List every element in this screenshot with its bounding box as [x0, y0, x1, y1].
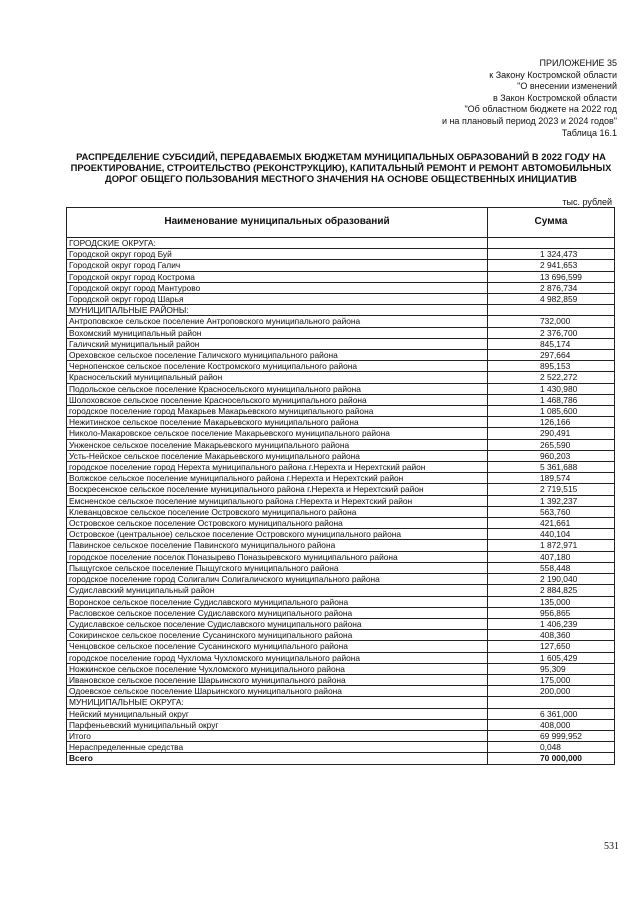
subsidy-amount: 1 085,600	[488, 406, 615, 417]
subsidy-amount: 408,360	[488, 630, 615, 641]
subsidy-amount: 2 376,700	[488, 327, 615, 338]
subsidy-amount: 440,104	[488, 529, 615, 540]
subsidy-amount: 407,180	[488, 551, 615, 562]
subsidy-amount: 175,000	[488, 674, 615, 685]
table-row	[67, 607, 615, 618]
table-row	[67, 462, 615, 473]
municipality-name: Нежитинское сельское поселение Макарьевского муниципального района	[67, 417, 488, 428]
table-row	[67, 708, 615, 719]
subsidy-amount: 1 430,980	[488, 383, 615, 394]
table-row	[67, 652, 615, 663]
subsidy-amount: 135,000	[488, 596, 615, 607]
municipality-name: Ченцовское сельское поселение Сусанинского муниципального района	[67, 641, 488, 652]
section-header-row	[67, 697, 615, 708]
subsidy-amount: 4 982,859	[488, 294, 615, 305]
table-row	[67, 618, 615, 629]
table-row	[67, 271, 615, 282]
table-row	[67, 361, 615, 372]
table-row	[67, 585, 615, 596]
table-row	[67, 450, 615, 461]
appendix-line: ПРИЛОЖЕНИЕ 35	[539, 58, 617, 68]
subsidy-table	[66, 207, 615, 765]
subsidy-amount: 2 876,734	[488, 282, 615, 293]
subsidy-amount: 408,000	[488, 719, 615, 730]
municipality-name: Нейский муниципальный округ	[67, 708, 488, 719]
table-row	[67, 282, 615, 293]
subsidy-amount: 265,590	[488, 439, 615, 450]
subsidy-amount: 895,153	[488, 361, 615, 372]
table-row	[67, 506, 615, 517]
subsidy-amount: 1 872,971	[488, 540, 615, 551]
table-row	[67, 495, 615, 506]
table-row	[67, 294, 615, 305]
table-row	[67, 383, 615, 394]
table-row	[67, 518, 615, 529]
municipality-name: Судиславский муниципальный район	[67, 585, 488, 596]
subsidy-amount: 421,661	[488, 518, 615, 529]
table-row	[67, 439, 615, 450]
municipality-name: Воронское сельское поселение Судиславского муниципального района	[67, 596, 488, 607]
table-row	[67, 641, 615, 652]
municipality-name: Расловское сельское поселение Судиславского муниципального района	[67, 607, 488, 618]
table-row	[67, 663, 615, 674]
municipality-name: Клеванцовское сельское поселение Островского муниципального района	[67, 506, 488, 517]
table-row	[67, 417, 615, 428]
page-number: 531	[604, 841, 619, 852]
subsidy-amount: 1 468,786	[488, 394, 615, 405]
subsidy-amount: 126,166	[488, 417, 615, 428]
subsidy-amount: 70 000,000	[488, 753, 615, 764]
table-row	[67, 484, 615, 495]
subsidy-amount: 95,309	[488, 663, 615, 674]
table-body	[67, 238, 615, 765]
municipality-name: Ивановское сельское поселение Шарьинского муниципального района	[67, 674, 488, 685]
table-row	[67, 596, 615, 607]
municipality-name: Унженское сельское поселение Макарьевского муниципального района	[67, 439, 488, 450]
municipality-name: Парфеньевский муниципальный округ	[67, 719, 488, 730]
subsidy-amount: 845,174	[488, 338, 615, 349]
municipality-name: Сокиринское сельское поселение Сусанинского муниципального района	[67, 630, 488, 641]
subsidy-amount: 1 324,473	[488, 249, 615, 260]
municipality-name: Городской округ город Кострома	[67, 271, 488, 282]
table-row	[67, 406, 615, 417]
municipality-name: МУНИЦИПАЛЬНЫЕ ОКРУГА:	[67, 697, 488, 708]
municipality-name: Городской округ город Шарья	[67, 294, 488, 305]
table-row	[67, 630, 615, 641]
subsidy-amount: 563,760	[488, 506, 615, 517]
municipality-name: Воскресенское сельское поселение муниципального района г.Нерехта и Нерехтский район	[67, 484, 488, 495]
appendix-header	[442, 58, 617, 139]
subsidy-amount: 558,448	[488, 562, 615, 573]
municipality-name: Антроповское сельское поселение Антроповского муниципального района	[67, 316, 488, 327]
subsidy-amount: 2 884,825	[488, 585, 615, 596]
document-title: РАСПРЕДЕЛЕНИЕ СУБСИДИЙ, ПЕРЕДАВАЕМЫХ БЮДЖЕТАМ МУНИЦИПАЛЬНЫХ ОБРАЗОВАНИЙ В 2022 ГОДУ НА ПРОЕКТИРОВАНИЕ, СТРОИТЕЛЬСТВО (РЕКОНСТРУКЦИЮ), КАПИТАЛЬНЫЙ РЕМОНТ И РЕМОНТ АВТОМОБИЛЬНЫХ ДОРОГ ОБЩЕГО ПОЛЬЗОВАНИЯ МЕСТНОГО ЗНАЧЕНИЯ НА ОСНОВЕ ОБЩЕСТВЕННЫХ ИНИЦИАТИВ	[70, 151, 612, 184]
section-header-row	[67, 238, 615, 249]
table-row	[67, 540, 615, 551]
subsidy-amount: 69 999,952	[488, 730, 615, 741]
municipality-name: Ореховское сельское поселение Галичского муниципального района	[67, 350, 488, 361]
municipality-name: Городской округ город Галич	[67, 260, 488, 271]
subsidy-amount	[488, 305, 615, 316]
table-row	[67, 574, 615, 585]
municipality-name: городское поселение город Макарьев Макарьевского муниципального района	[67, 406, 488, 417]
subsidy-amount: 290,491	[488, 428, 615, 439]
table-row	[67, 260, 615, 271]
subsidy-amount: 956,865	[488, 607, 615, 618]
municipality-name: Емсненское сельское поселение муниципального района г.Нерехта и Нерехтский район	[67, 495, 488, 506]
subsidy-amount: 1 605,429	[488, 652, 615, 663]
appendix-line: в Закон Костромской области	[492, 92, 617, 103]
municipality-name: Итого	[67, 730, 488, 741]
municipality-name: Островское сельское поселение Островского муниципального района	[67, 518, 488, 529]
appendix-line: и на плановый период 2023 и 2024 годов"	[441, 115, 617, 126]
table-row	[67, 686, 615, 697]
header-sum: Сумма	[488, 208, 615, 238]
table-row	[67, 327, 615, 338]
table-row	[67, 562, 615, 573]
appendix-line: к Закону Костромской области	[489, 69, 617, 80]
subsidy-amount: 1 406,239	[488, 618, 615, 629]
section-header-row	[67, 305, 615, 316]
municipality-name: Городской округ город Буй	[67, 249, 488, 260]
subsidy-amount: 732,000	[488, 316, 615, 327]
municipality-name: Волжское сельское поселение муниципального района г.Нерехта и Нерехтский район	[67, 473, 488, 484]
municipality-name: Чернопенское сельское поселение Костромского муниципального района	[67, 361, 488, 372]
municipality-name: МУНИЦИПАЛЬНЫЕ РАЙОНЫ:	[67, 305, 488, 316]
municipality-name: городское поселение поселок Поназырево Поназыревского муниципального района	[67, 551, 488, 562]
table-row	[67, 529, 615, 540]
municipality-name: Всего	[67, 753, 488, 764]
subsidy-amount	[488, 238, 615, 249]
subsidy-amount: 0,048	[488, 742, 615, 753]
municipality-name: Нераспределенные средства	[67, 742, 488, 753]
appendix-line: Таблица 16.1	[561, 127, 617, 138]
subsidy-amount: 2 719,515	[488, 484, 615, 495]
table-row	[67, 730, 615, 741]
table-row	[67, 372, 615, 383]
municipality-name: Галичский муниципальный район	[67, 338, 488, 349]
units-label: тыс. рублей	[562, 197, 612, 207]
subsidy-amount: 297,664	[488, 350, 615, 361]
table-row	[67, 249, 615, 260]
municipality-name: Павинское сельское поселение Павинского муниципального района	[67, 540, 488, 551]
municipality-name: Вохомский муниципальный район	[67, 327, 488, 338]
municipality-name: Ножкинское сельское поселение Чухломского муниципального района	[67, 663, 488, 674]
municipality-name: Городской округ город Мантурово	[67, 282, 488, 293]
appendix-line: "Об областном бюджете на 2022 год	[464, 104, 617, 115]
municipality-name: городское поселение город Нерехта муниципального района г.Нерехта и Нерехтский район	[67, 462, 488, 473]
subsidy-amount: 200,000	[488, 686, 615, 697]
subsidy-amount	[488, 697, 615, 708]
municipality-name: Судиславское сельское поселение Судиславского муниципального района	[67, 618, 488, 629]
subsidy-amount: 189,574	[488, 473, 615, 484]
municipality-name: городское поселение город Чухлома Чухломского муниципального района	[67, 652, 488, 663]
table-row	[67, 338, 615, 349]
municipality-name: Красносельский муниципальный район	[67, 372, 488, 383]
municipality-name: Островское (центральное) сельское поселение Островского муниципального района	[67, 529, 488, 540]
table-row	[67, 394, 615, 405]
table-row	[67, 719, 615, 730]
table-row	[67, 350, 615, 361]
table-row	[67, 473, 615, 484]
appendix-line: "О внесении изменений	[517, 81, 617, 92]
municipality-name: Усть-Нейское сельское поселение Макарьевского муниципального района	[67, 450, 488, 461]
municipality-name: Николо-Макаровское сельское поселение Макарьевского муниципального района	[67, 428, 488, 439]
subsidy-amount: 960,203	[488, 450, 615, 461]
municipality-name: Одоевское сельское поселение Шарьинского муниципального района	[67, 686, 488, 697]
subsidy-amount: 6 361,000	[488, 708, 615, 719]
table-row	[67, 551, 615, 562]
subsidy-amount: 5 361,688	[488, 462, 615, 473]
municipality-name: городское поселение город Солигалич Солигаличского муниципального района	[67, 574, 488, 585]
municipality-name: Пыщугское сельское поселение Пыщугского муниципального района	[67, 562, 488, 573]
subsidy-amount: 13 696,599	[488, 271, 615, 282]
subsidy-amount: 2 522,272	[488, 372, 615, 383]
subsidy-amount: 127,650	[488, 641, 615, 652]
municipality-name: Подольское сельское поселение Красносельского муниципального района	[67, 383, 488, 394]
table-row	[67, 428, 615, 439]
table-row	[67, 742, 615, 753]
subsidy-amount: 1 392,237	[488, 495, 615, 506]
municipality-name: ГОРОДСКИЕ ОКРУГА:	[67, 238, 488, 249]
table-row	[67, 753, 615, 764]
municipality-name: Шолоховское сельское поселение Красносельского муниципального района	[67, 394, 488, 405]
table-row	[67, 674, 615, 685]
header-name: Наименование муниципальных образований	[67, 208, 488, 238]
subsidy-amount: 2 190,040	[488, 574, 615, 585]
table-header-row	[67, 208, 615, 238]
table-row	[67, 316, 615, 327]
subsidy-amount: 2 941,653	[488, 260, 615, 271]
